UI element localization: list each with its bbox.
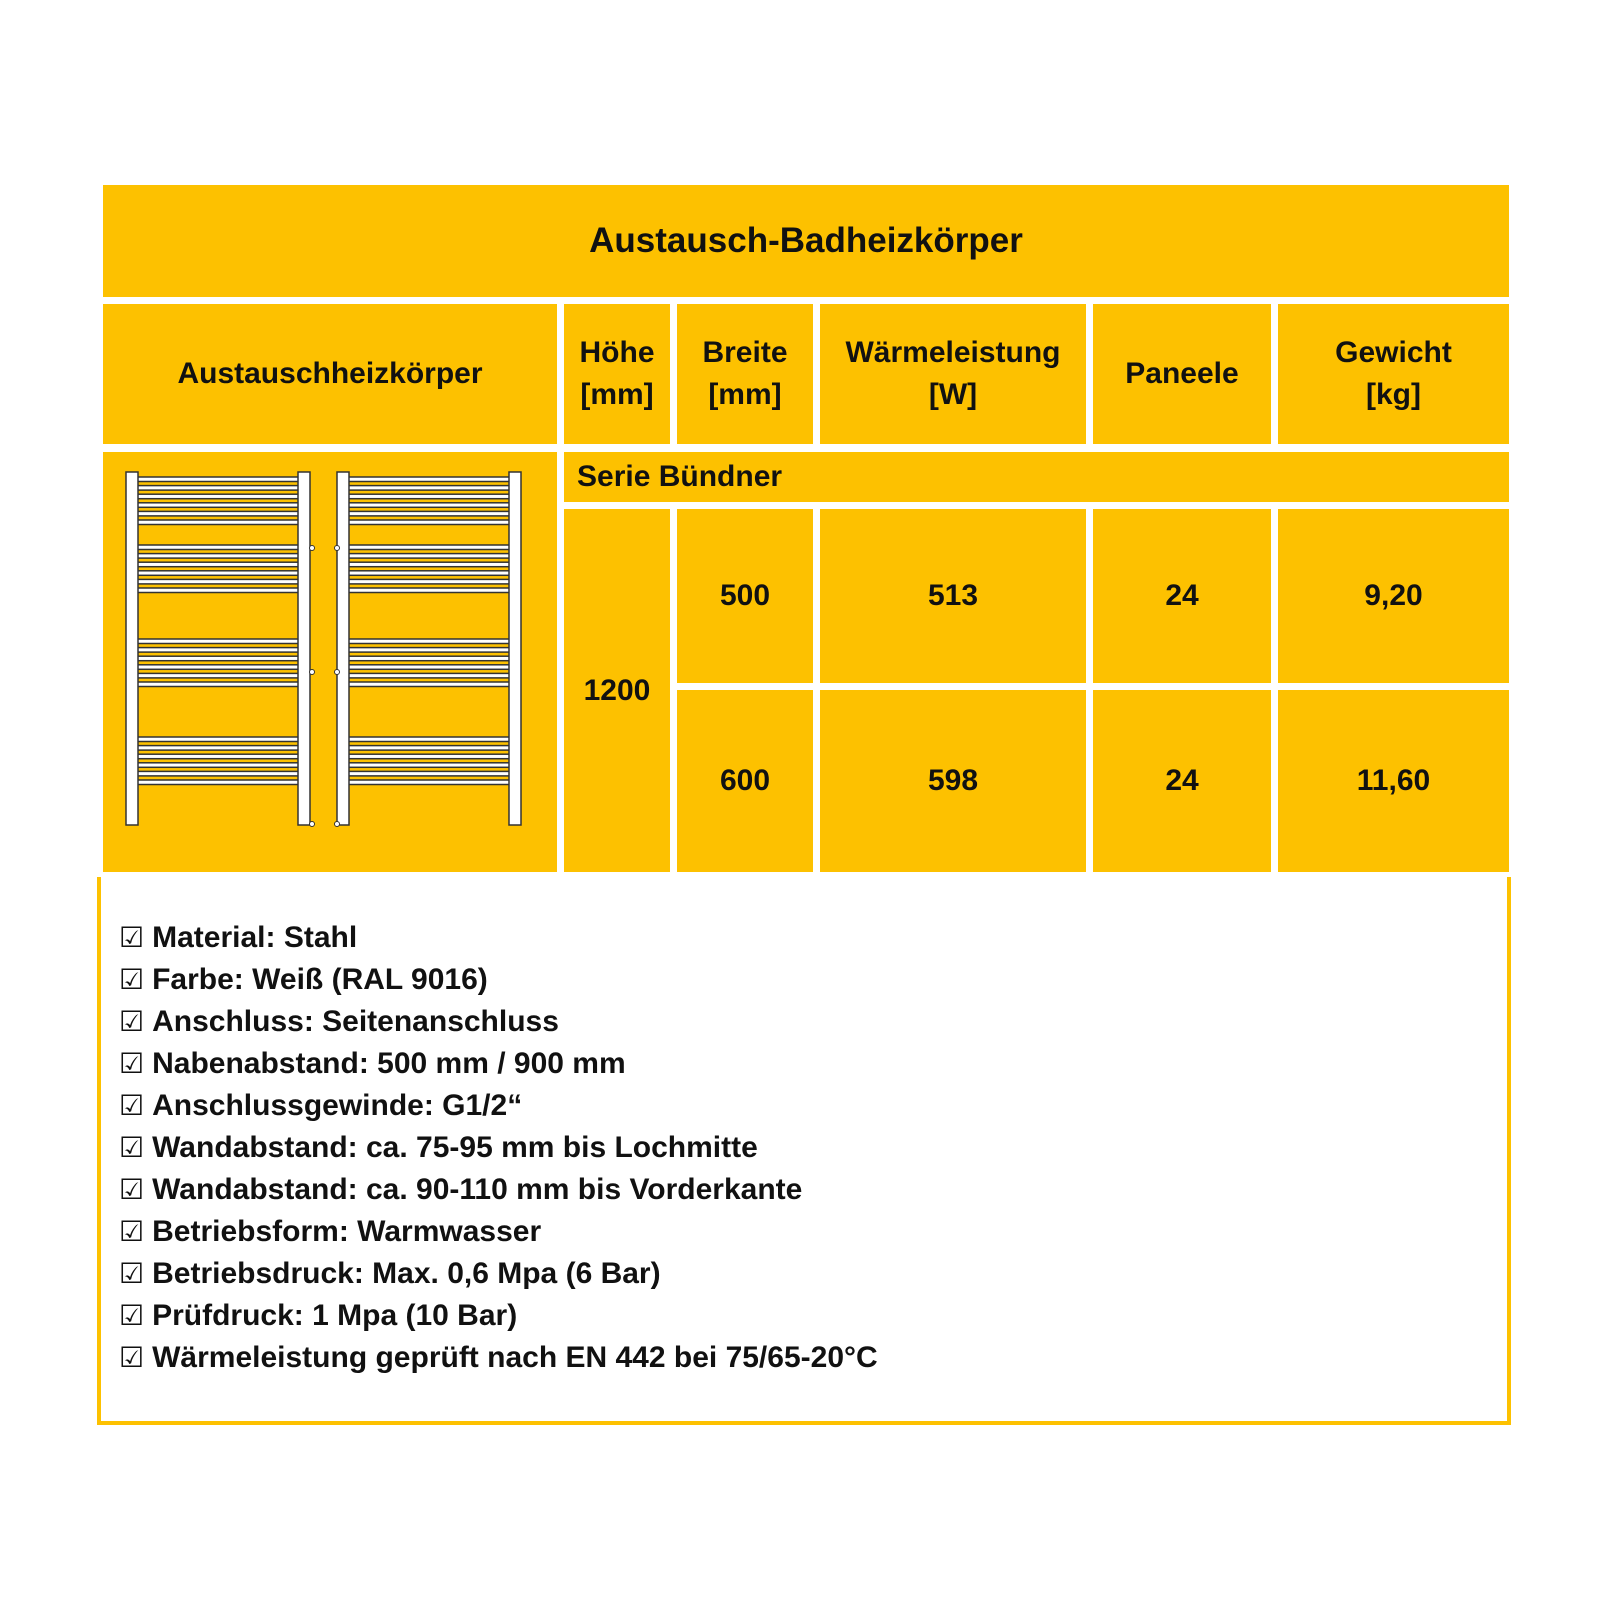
checkbox-checked-icon: ☑ bbox=[119, 1173, 145, 1206]
list-item: ☑ Anschlussgewinde: G1/2“ bbox=[119, 1085, 878, 1127]
feature-box bbox=[97, 877, 1511, 1425]
list-item: ☑ Betriebsform: Warmwasser bbox=[119, 1211, 878, 1253]
list-item: ☑ Betriebsdruck: Max. 0,6 Mpa (6 Bar) bbox=[119, 1253, 878, 1295]
radiator-illustration bbox=[103, 452, 557, 872]
table-row-1-waermeleistung: 513 bbox=[820, 509, 1086, 683]
table-row-2-waermeleistung: 598 bbox=[820, 690, 1086, 872]
list-item: ☑ Prüfdruck: 1 Mpa (10 Bar) bbox=[119, 1295, 878, 1337]
header-paneele: Paneele bbox=[1093, 304, 1271, 444]
list-item: ☑ Farbe: Weiß (RAL 9016) bbox=[119, 959, 878, 1001]
feature-list bbox=[119, 917, 878, 1379]
checkbox-checked-icon: ☑ bbox=[119, 1005, 145, 1038]
list-item: ☑ Wandabstand: ca. 90-110 mm bis Vorderkante bbox=[119, 1169, 878, 1211]
serie-label: Serie Bündner bbox=[564, 452, 1509, 502]
table-row-1-paneele: 24 bbox=[1093, 509, 1271, 683]
table-row-1-gewicht: 9,20 bbox=[1278, 509, 1509, 683]
header-gewicht: Gewicht [kg] bbox=[1278, 304, 1509, 444]
table-row-2-gewicht: 11,60 bbox=[1278, 690, 1509, 872]
table-row-2-paneele: 24 bbox=[1093, 690, 1271, 872]
radiator-icon bbox=[103, 452, 557, 872]
list-item: ☑ Nabenabstand: 500 mm / 900 mm bbox=[119, 1043, 878, 1085]
checkbox-checked-icon: ☑ bbox=[119, 1089, 145, 1122]
list-item: ☑ Material: Stahl bbox=[119, 917, 878, 959]
header-hoehe: Höhe [mm] bbox=[564, 304, 670, 444]
list-item: ☑ Anschluss: Seitenanschluss bbox=[119, 1001, 878, 1043]
checkbox-checked-icon: ☑ bbox=[119, 963, 145, 996]
table-row-1-breite: 500 bbox=[677, 509, 813, 683]
table-title: Austausch-Badheizkörper bbox=[103, 185, 1509, 297]
header-waermeleistung: Wärmeleistung [W] bbox=[820, 304, 1086, 444]
checkbox-checked-icon: ☑ bbox=[119, 1131, 145, 1164]
table-row-2-breite: 600 bbox=[677, 690, 813, 872]
checkbox-checked-icon: ☑ bbox=[119, 1257, 145, 1290]
checkbox-checked-icon: ☑ bbox=[119, 1047, 145, 1080]
header-breite: Breite [mm] bbox=[677, 304, 813, 444]
checkbox-checked-icon: ☑ bbox=[119, 1341, 145, 1374]
header-product: Austauschheizkörper bbox=[103, 304, 557, 444]
checkbox-checked-icon: ☑ bbox=[119, 1215, 145, 1248]
list-item: ☑ Wärmeleistung geprüft nach EN 442 bei 75/65-20°C bbox=[119, 1337, 878, 1379]
checkbox-checked-icon: ☑ bbox=[119, 1299, 145, 1332]
list-item: ☑ Wandabstand: ca. 75-95 mm bis Lochmitte bbox=[119, 1127, 878, 1169]
checkbox-checked-icon: ☑ bbox=[119, 921, 145, 954]
hoehe-value: 1200 bbox=[564, 509, 670, 872]
